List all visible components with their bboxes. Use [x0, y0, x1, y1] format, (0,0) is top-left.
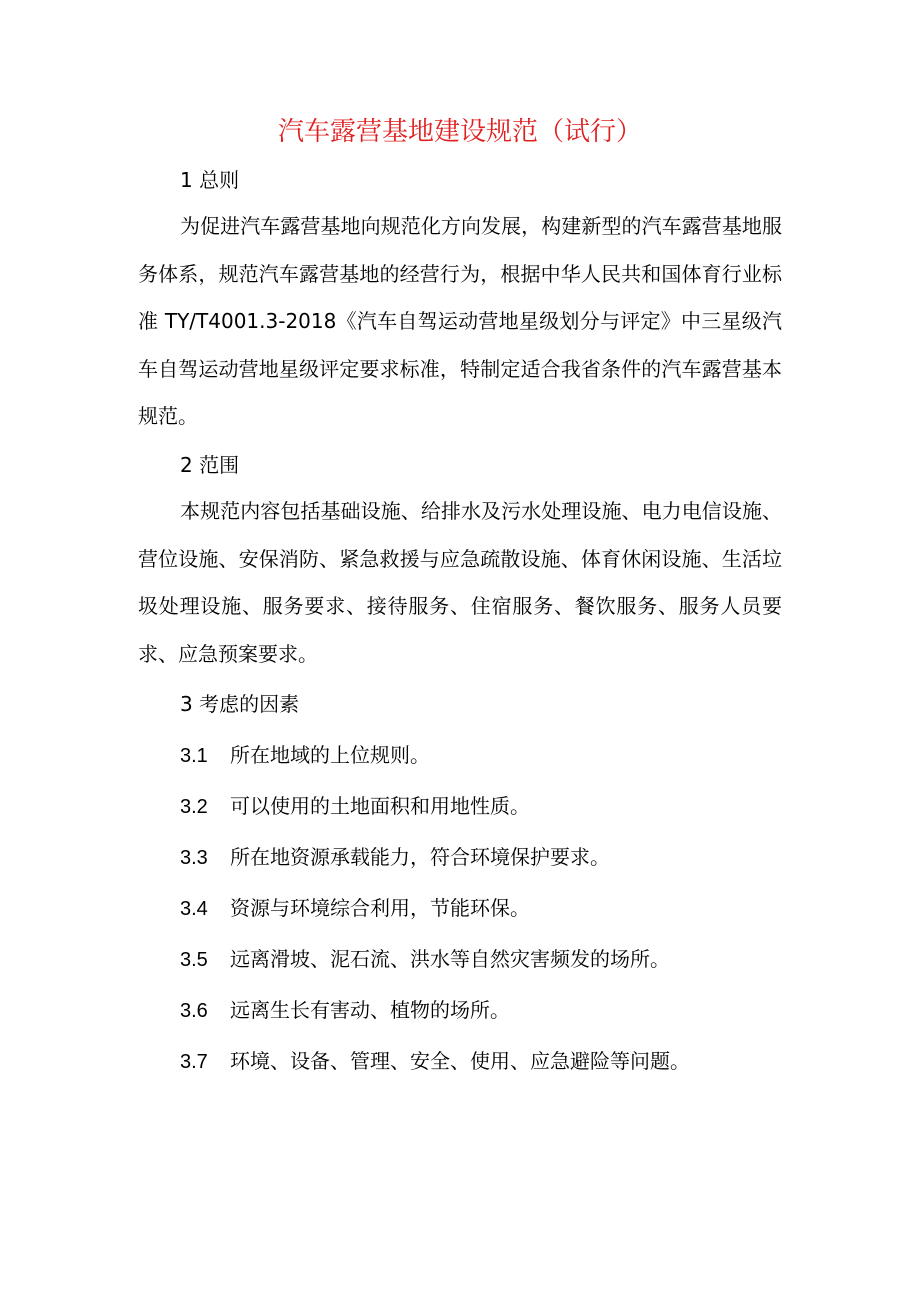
list-item-text: 远离滑坡、泥石流、洪水等自然灾害频发的场所。 — [230, 947, 670, 971]
section-heading-factors: 3 考虑的因素 — [180, 692, 300, 716]
list-item-number: 3.2 — [180, 796, 208, 818]
list-item-number: 3.6 — [180, 1000, 208, 1022]
list-item-number: 3.7 — [180, 1051, 208, 1073]
section-heading-scope: 2 范围 — [180, 453, 240, 477]
list-item-number: 3.3 — [180, 847, 208, 869]
section-paragraph-general: 为促进汽车露营基地向规范化方向发展，构建新型的汽车露营基地服务体系，规范汽车露营基地的经营行为，根据中华人民共和国体育行业标准 TY/T4001.3-2018《汽车自驾运动营地星级划分与评定》中三星级汽车自驾运动营地星级评定要求标准，特制定适合我省条件的汽车露营基本规范。 — [138, 214, 782, 428]
list-item — [180, 740, 430, 771]
list-item — [180, 791, 530, 822]
section-heading-general: 1 总则 — [180, 168, 240, 192]
list-item-text: 远离生长有害动、植物的场所。 — [230, 998, 510, 1022]
list-item-number: 3.4 — [180, 898, 208, 920]
list-item — [180, 995, 510, 1026]
list-item-text: 资源与环境综合利用，节能环保。 — [230, 896, 530, 920]
list-item-number: 3.5 — [180, 949, 208, 971]
list-item-text: 所在地域的上位规则。 — [230, 743, 430, 767]
list-item-text: 环境、设备、管理、安全、使用、应急避险等问题。 — [230, 1049, 690, 1073]
list-item-text: 可以使用的土地面积和用地性质。 — [230, 794, 530, 818]
list-item-text: 所在地资源承载能力，符合环境保护要求。 — [230, 845, 610, 869]
list-item — [180, 1046, 690, 1077]
section-paragraph-scope: 本规范内容包括基础设施、给排水及污水处理设施、电力电信设施、营位设施、安保消防、紧急救援与应急疏散设施、体育休闲设施、生活垃圾处理设施、服务要求、接待服务、住宿服务、餐饮服务、服务人员要求、应急预案要求。 — [138, 499, 782, 666]
list-item — [180, 893, 530, 924]
document-title: 汽车露营基地建设规范（试行） — [277, 117, 642, 147]
list-item-number: 3.1 — [180, 745, 208, 767]
list-item — [180, 842, 610, 873]
list-item — [180, 944, 670, 975]
